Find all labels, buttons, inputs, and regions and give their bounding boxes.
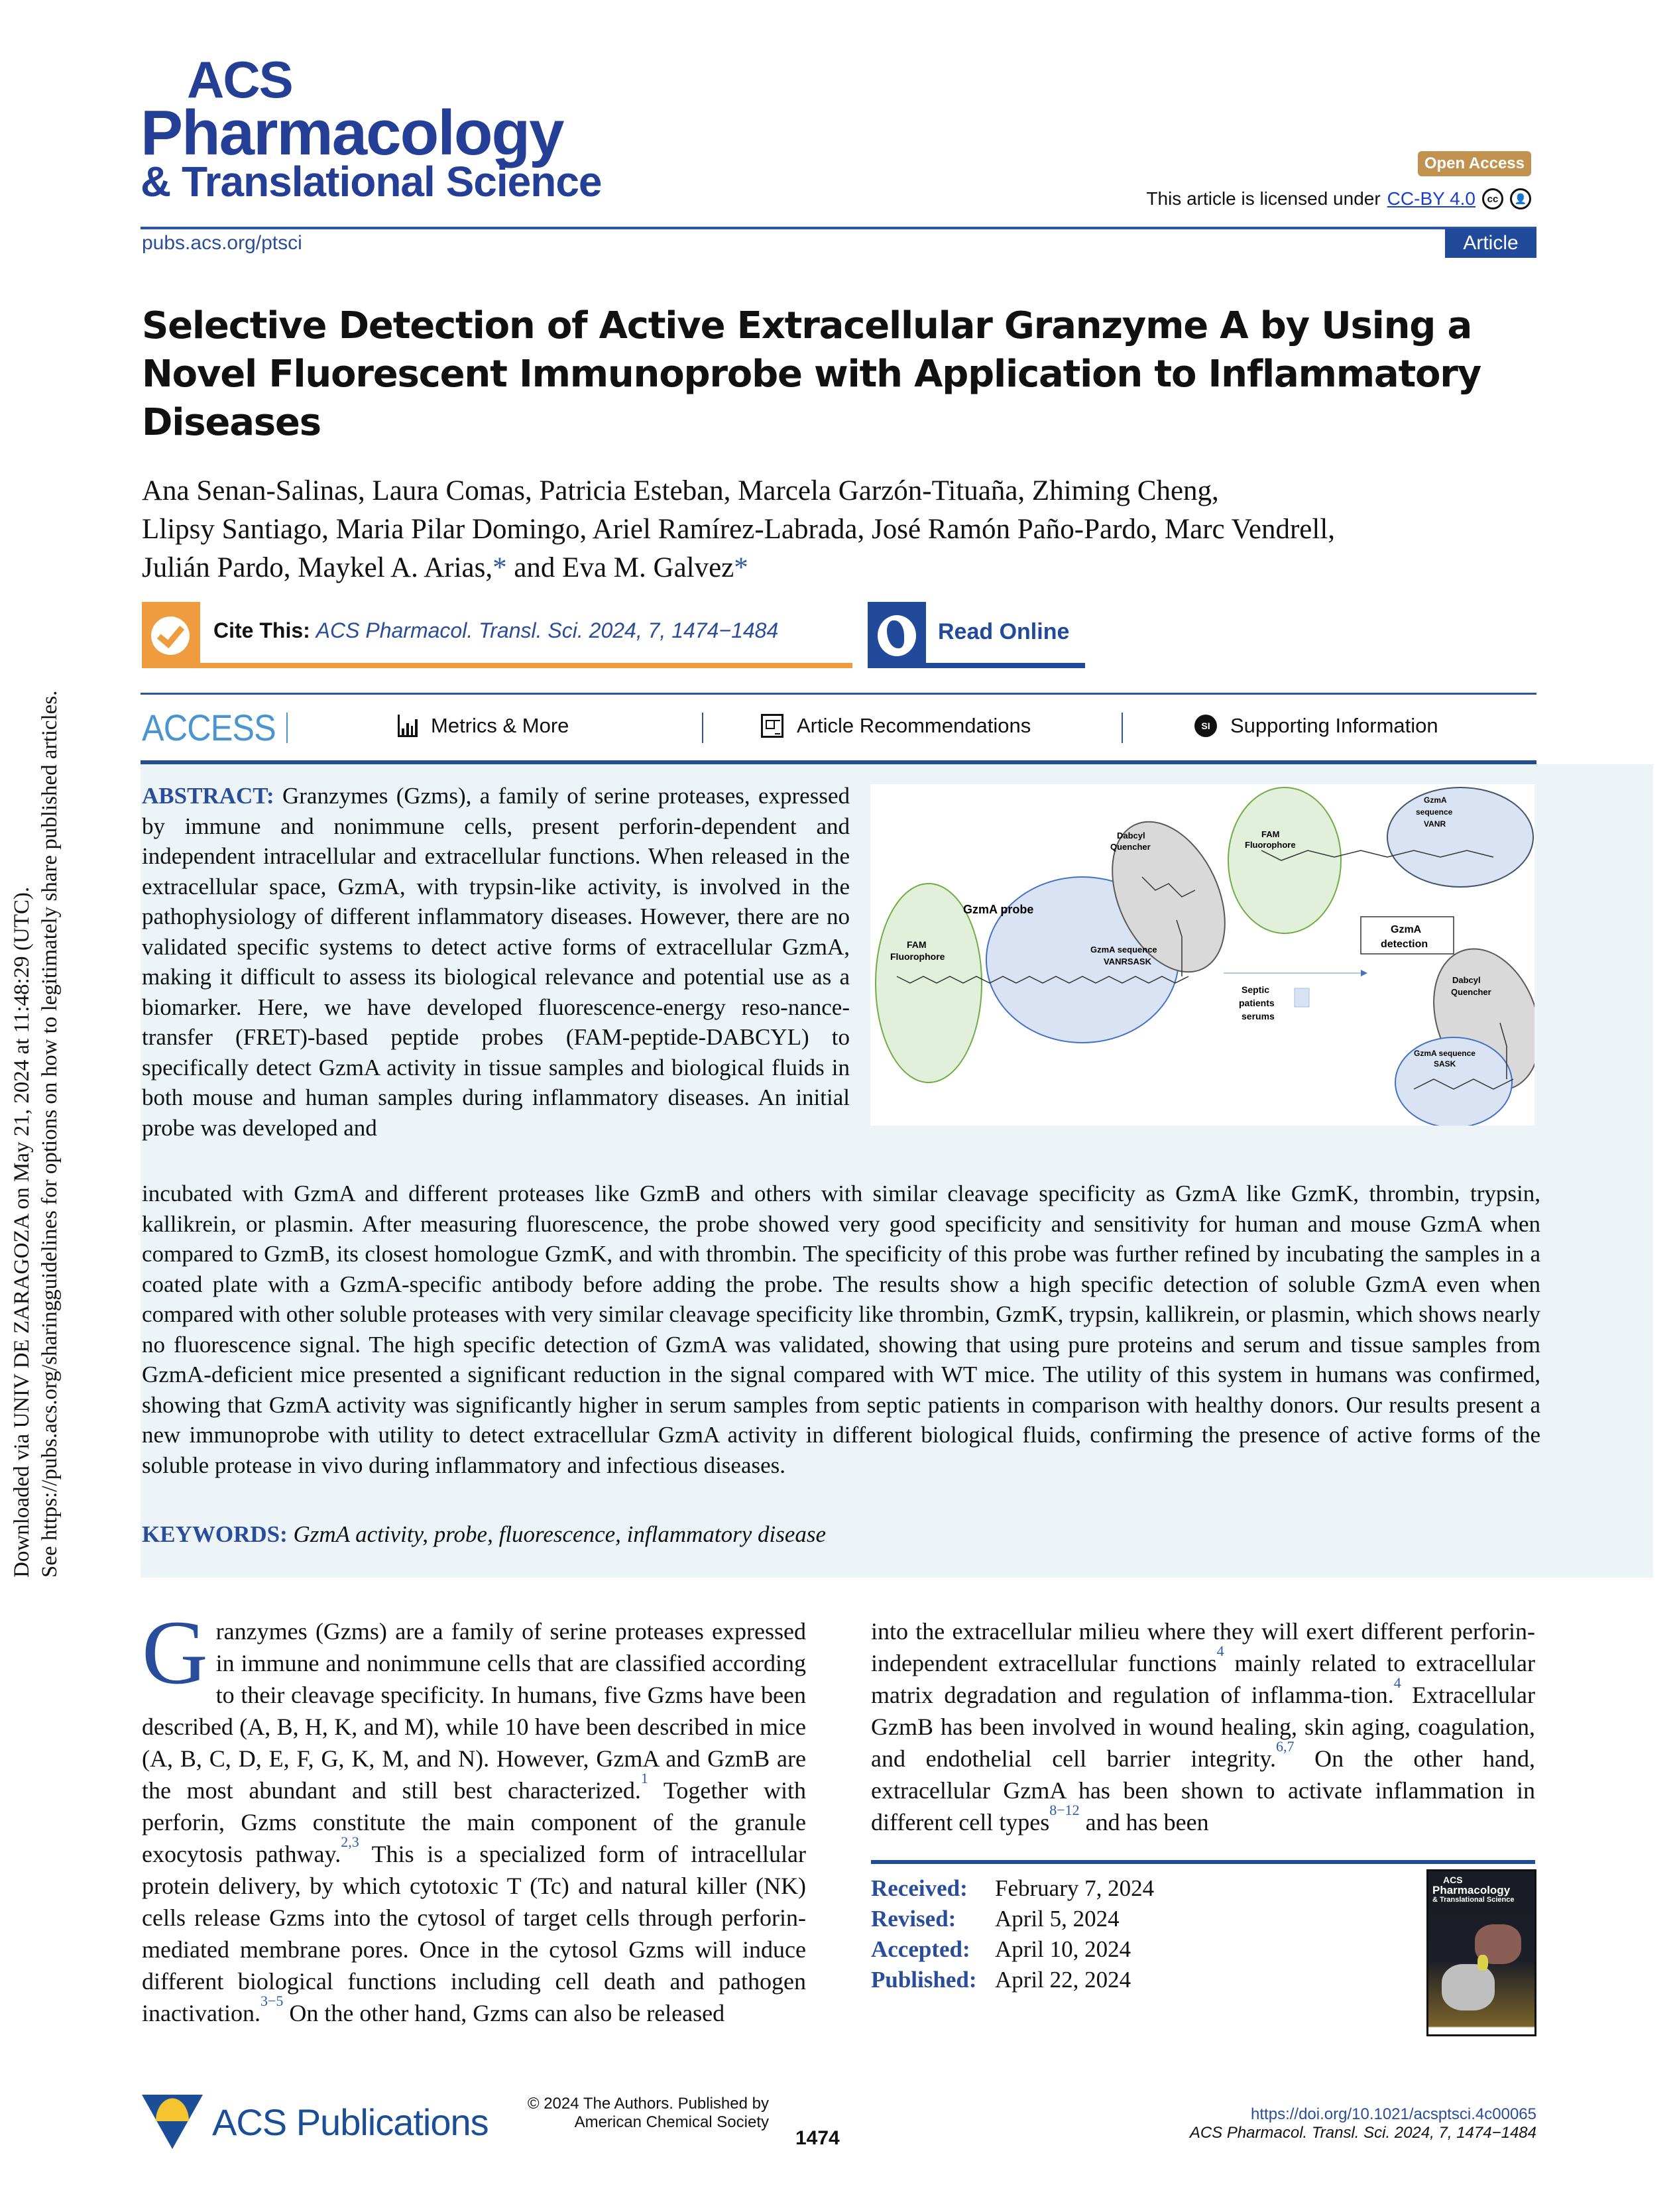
eagle-icon xyxy=(153,2095,192,2121)
protein-image xyxy=(1442,1964,1495,2010)
svg-text:VANRSASK: VANRSASK xyxy=(1104,957,1151,966)
download-notice xyxy=(8,691,64,1578)
cite-reference[interactable]: ACS Pharmacol. Transl. Sci. 2024, 7, 1474−1484 xyxy=(316,618,779,642)
citation-ref[interactable]: 8−12 xyxy=(1049,1802,1080,1818)
footer-citation: ACS Pharmacol. Transl. Sci. 2024, 7, 1474−1484 xyxy=(1189,2124,1536,2142)
svg-text:detection: detection xyxy=(1381,939,1428,950)
citation-ref[interactable]: 4 xyxy=(1393,1674,1401,1691)
article-title: Selective Detection of Active Extracellular Granzyme A by Using a Novel Fluorescent Immunoprobe with Application to Inflammatory Diseases xyxy=(142,304,1481,444)
publisher-name: ACS Publications xyxy=(212,2101,489,2143)
authors-line-1: Ana Senan-Salinas, Laura Comas, Patricia Esteban, Marcela Garzón-Tituaña, Zhiming Cheng, xyxy=(142,475,1219,506)
open-access-badge: Open Access xyxy=(1418,151,1531,176)
supporting-information-link[interactable] xyxy=(1194,714,1438,738)
journal-logo xyxy=(141,50,602,206)
attribution-icon: 👤 xyxy=(1510,188,1531,209)
download-notice-line-1: Downloaded via UNIV DE ZARAGOZA on May 21, 2024 at 11:48:29 (UTC). xyxy=(10,886,34,1578)
corresponding-author-star[interactable]: * xyxy=(734,552,748,583)
date-accepted: Accepted: April 10, 2024 xyxy=(871,1936,1131,1962)
body-column-right: into the extracellular milieu where they will exert different perforin-independent extracellular functions$^4$ mainly related to extracellular matrix degradation and regulation of inflamma-tion.$^4$ Extracellular GzmB has been involved in wound healing, skin aging, coagulation, and endothelial cell barrier integrity.$^{6,7}$ On the other hand, extracellular GzmA has been shown to activate inflammation in different cell types$^{8-12}$ and has been xyxy=(871,1618,1536,1835)
corresponding-author-star[interactable]: * xyxy=(492,552,507,583)
svg-text:sequence: sequence xyxy=(1416,807,1453,817)
doi-citation xyxy=(1190,2105,1536,2142)
logo-translational-science: & Translational Science xyxy=(141,158,602,206)
license-prefix: This article is licensed under xyxy=(1146,188,1381,209)
cite-this-box[interactable] xyxy=(142,602,852,668)
svg-text:Dabcyl: Dabcyl xyxy=(1117,831,1145,841)
citation-ref[interactable]: 2,3 xyxy=(341,1834,359,1850)
abstract-text-full-width: incubated with GzmA and different proteases like GzmB and others with similar cleavage specificity as GzmA like GzmK, thrombin, trypsin, kallikrein, or plasmin. After measuring fluorescence, the probe showed very good specificity and sensitivity for human and mouse GzmA when compared to GzmB, its closest homologue GzmK, and with thrombin. The specificity of this probe was further refined by incubating the samples in a coated plate with a GzmA-specific antibody before adding the probe. The results show a high specific detection of soluble GzmA even when compared with other soluble proteases with very similar cleavage specificity like thrombin, GzmK, trypsin, kallikrein, or plasmin, which shows nearly no fluorescence signal. The high specific detection of GzmA was validated, showing that using pure proteins and serum and tissue samples from GzmA-deficient mice presented a significant reduction in the signal compared with WT mice. The utility of this system in humans was confirmed, showing that GzmA activity was significantly higher in serum samples from septic patients in comparison with healthy donors. Our results present a new immunoprobe with utility to detect extracellular GzmA activity in different biological fluids, confirming the presence of active forms of the soluble protease in vivo during inflammatory and infectious diseases. xyxy=(142,1181,1540,1478)
svg-text:Septic: Septic xyxy=(1242,984,1270,995)
svg-text:Quencher: Quencher xyxy=(1451,987,1491,997)
abstract-label: ABSTRACT: xyxy=(142,783,274,809)
authors-line-2: Llipsy Santiago, Maria Pilar Domingo, Ariel Ramírez-Labrada, José Ramón Paño-Pardo, Marc Vendrell, xyxy=(142,514,1336,545)
recommendations-label: Article Recommendations xyxy=(797,714,1031,737)
publication-dates xyxy=(871,1873,1154,1995)
svg-text:GzmA: GzmA xyxy=(1391,924,1422,935)
abstract-text-part-1: Granzymes (Gzms), a family of serine proteases, expressed by immune and nonimmune cells, present perforin-dependent and independent intracellular and extracellular functions. When released in the extracellular space, GzmA, with trypsin-like activity, is involved in the pathophysiology of different inflammatory diseases. However, there are no validated specific systems to detect active forms of extracellular GzmA, making it difficult to assess its biological relevance and potential use as a biomarker. Here, we have developed fluorescence-energy reso-nance-transfer (FRET)-based peptide probes (FAM-peptide-DABCYL) to specifically detect GzmA activity in tissue samples and biological fluids in both mouse and human samples during inflammatory diseases. An initial probe was developed and xyxy=(142,783,850,1141)
doi-link[interactable]: https://doi.org/10.1021/acsptsci.4c00065 xyxy=(1251,2105,1536,2123)
si-icon: SI xyxy=(1194,715,1217,737)
read-online-label[interactable]: Read Online xyxy=(938,619,1070,644)
license-link[interactable]: CC-BY 4.0 xyxy=(1387,188,1475,209)
keywords xyxy=(142,1521,826,1548)
metrics-and-more-link[interactable] xyxy=(398,714,569,738)
svg-text:VANR: VANR xyxy=(1424,819,1446,829)
date-published: Published: April 22, 2024 xyxy=(871,1967,1131,1993)
svg-text:serums: serums xyxy=(1242,1011,1275,1021)
svg-text:Fluorophore: Fluorophore xyxy=(1245,840,1296,850)
authors-line-3b: and Eva M. Galvez xyxy=(506,552,734,583)
citation-ref[interactable]: 3−5 xyxy=(260,1993,284,2009)
acs-publications-logo xyxy=(142,2095,489,2149)
date-received: Received: February 7, 2024 xyxy=(871,1875,1155,1901)
svg-text:Fluorophore: Fluorophore xyxy=(890,951,945,962)
svg-text:GzmA sequence: GzmA sequence xyxy=(1414,1049,1475,1058)
svg-text:Dabcyl: Dabcyl xyxy=(1452,975,1481,985)
citation-ref[interactable]: 4 xyxy=(1216,1643,1224,1659)
toc-graphic xyxy=(870,784,1534,1126)
header-rule xyxy=(141,227,1536,229)
svg-text:patients: patients xyxy=(1239,998,1275,1008)
checkmark-icon xyxy=(151,616,190,655)
journal-url[interactable]: pubs.acs.org/ptsci xyxy=(142,232,302,254)
globe-icon xyxy=(878,615,916,656)
article-recommendations-link[interactable] xyxy=(761,714,1031,738)
authors-line-3a: Julián Pardo, Maykel A. Arias, xyxy=(142,552,493,583)
citation-ref[interactable]: 6,7 xyxy=(1276,1738,1295,1755)
keywords-list: GzmA activity, probe, fluorescence, inflammatory disease xyxy=(293,1521,827,1547)
access-bar xyxy=(141,699,1536,760)
svg-text:GzmA probe: GzmA probe xyxy=(963,903,1034,916)
svg-text:GzmA: GzmA xyxy=(1424,795,1447,805)
svg-text:Quencher: Quencher xyxy=(1110,842,1151,852)
drop-cap: G xyxy=(142,1601,208,1703)
authors-line-3 xyxy=(142,549,1540,587)
date-revised: Revised: April 5, 2024 xyxy=(871,1906,1120,1932)
access-label: ACCESS xyxy=(142,707,276,748)
creative-commons-icon: cc xyxy=(1482,188,1503,209)
svg-text:SASK: SASK xyxy=(1434,1059,1456,1069)
read-online-button[interactable] xyxy=(868,602,1085,668)
keywords-label: KEYWORDS: xyxy=(142,1521,288,1547)
supporting-info-label: Supporting Information xyxy=(1230,714,1438,737)
copyright: © 2024 The Authors. Published by American Chemical Society xyxy=(527,2095,769,2131)
svg-text:FAM: FAM xyxy=(907,939,927,950)
access-rule-top xyxy=(141,693,1536,695)
citation-ref[interactable]: 1 xyxy=(640,1770,648,1786)
document-icon xyxy=(761,714,783,738)
license-notice xyxy=(1146,188,1531,209)
article-type-tag: Article xyxy=(1445,229,1536,258)
author-list xyxy=(142,472,1540,587)
abstract-text-column xyxy=(142,781,850,1143)
svg-text:FAM: FAM xyxy=(1261,829,1280,839)
download-notice-line-2: See https://pubs.acs.org/sharingguidelines for options on how to legitimately share published articles. xyxy=(38,690,62,1578)
body-column-left: Granzymes (Gzms) are a family of serine proteases expressed in immune and nonimmune cells that are classified according to their cleavage specificity. In humans, five Gzms have been described (A, B, H, K, and M), while 10 have been described in mice (A, B, C, D, E, F, G, K, M, and N). However, GzmA and GzmB are the most abundant and still best characterized.$^1$ Together with perforin, Gzms constitute the main component of the granule exocytosis pathway.$^{2,3}$ This is a specialized form of intracellular protein delivery, by which cytotoxic T (Tc) and natural killer (NK) cells release Gzms into the cytosol of target cells through perforin-mediated membrane pores. Once in the cytosol Gzms will induce different biological functions including cell death and pathogen inactivation.$^{3-5}$ On the other hand, Gzms can also be released xyxy=(142,1601,806,2026)
logo-acs: ACS xyxy=(187,50,292,109)
metrics-label: Metrics & More xyxy=(431,714,569,737)
logo-pharmacology: Pharmacology xyxy=(141,97,563,168)
svg-text:GzmA sequence: GzmA sequence xyxy=(1090,945,1157,955)
page-number: 1474 xyxy=(795,2127,840,2149)
bar-chart-icon xyxy=(398,715,418,737)
dates-rule xyxy=(871,1860,1535,1864)
journal-cover-thumbnail[interactable]: ACS Pharmacology & Translational Science xyxy=(1426,1869,1536,2036)
cite-label: Cite This: xyxy=(213,618,310,642)
